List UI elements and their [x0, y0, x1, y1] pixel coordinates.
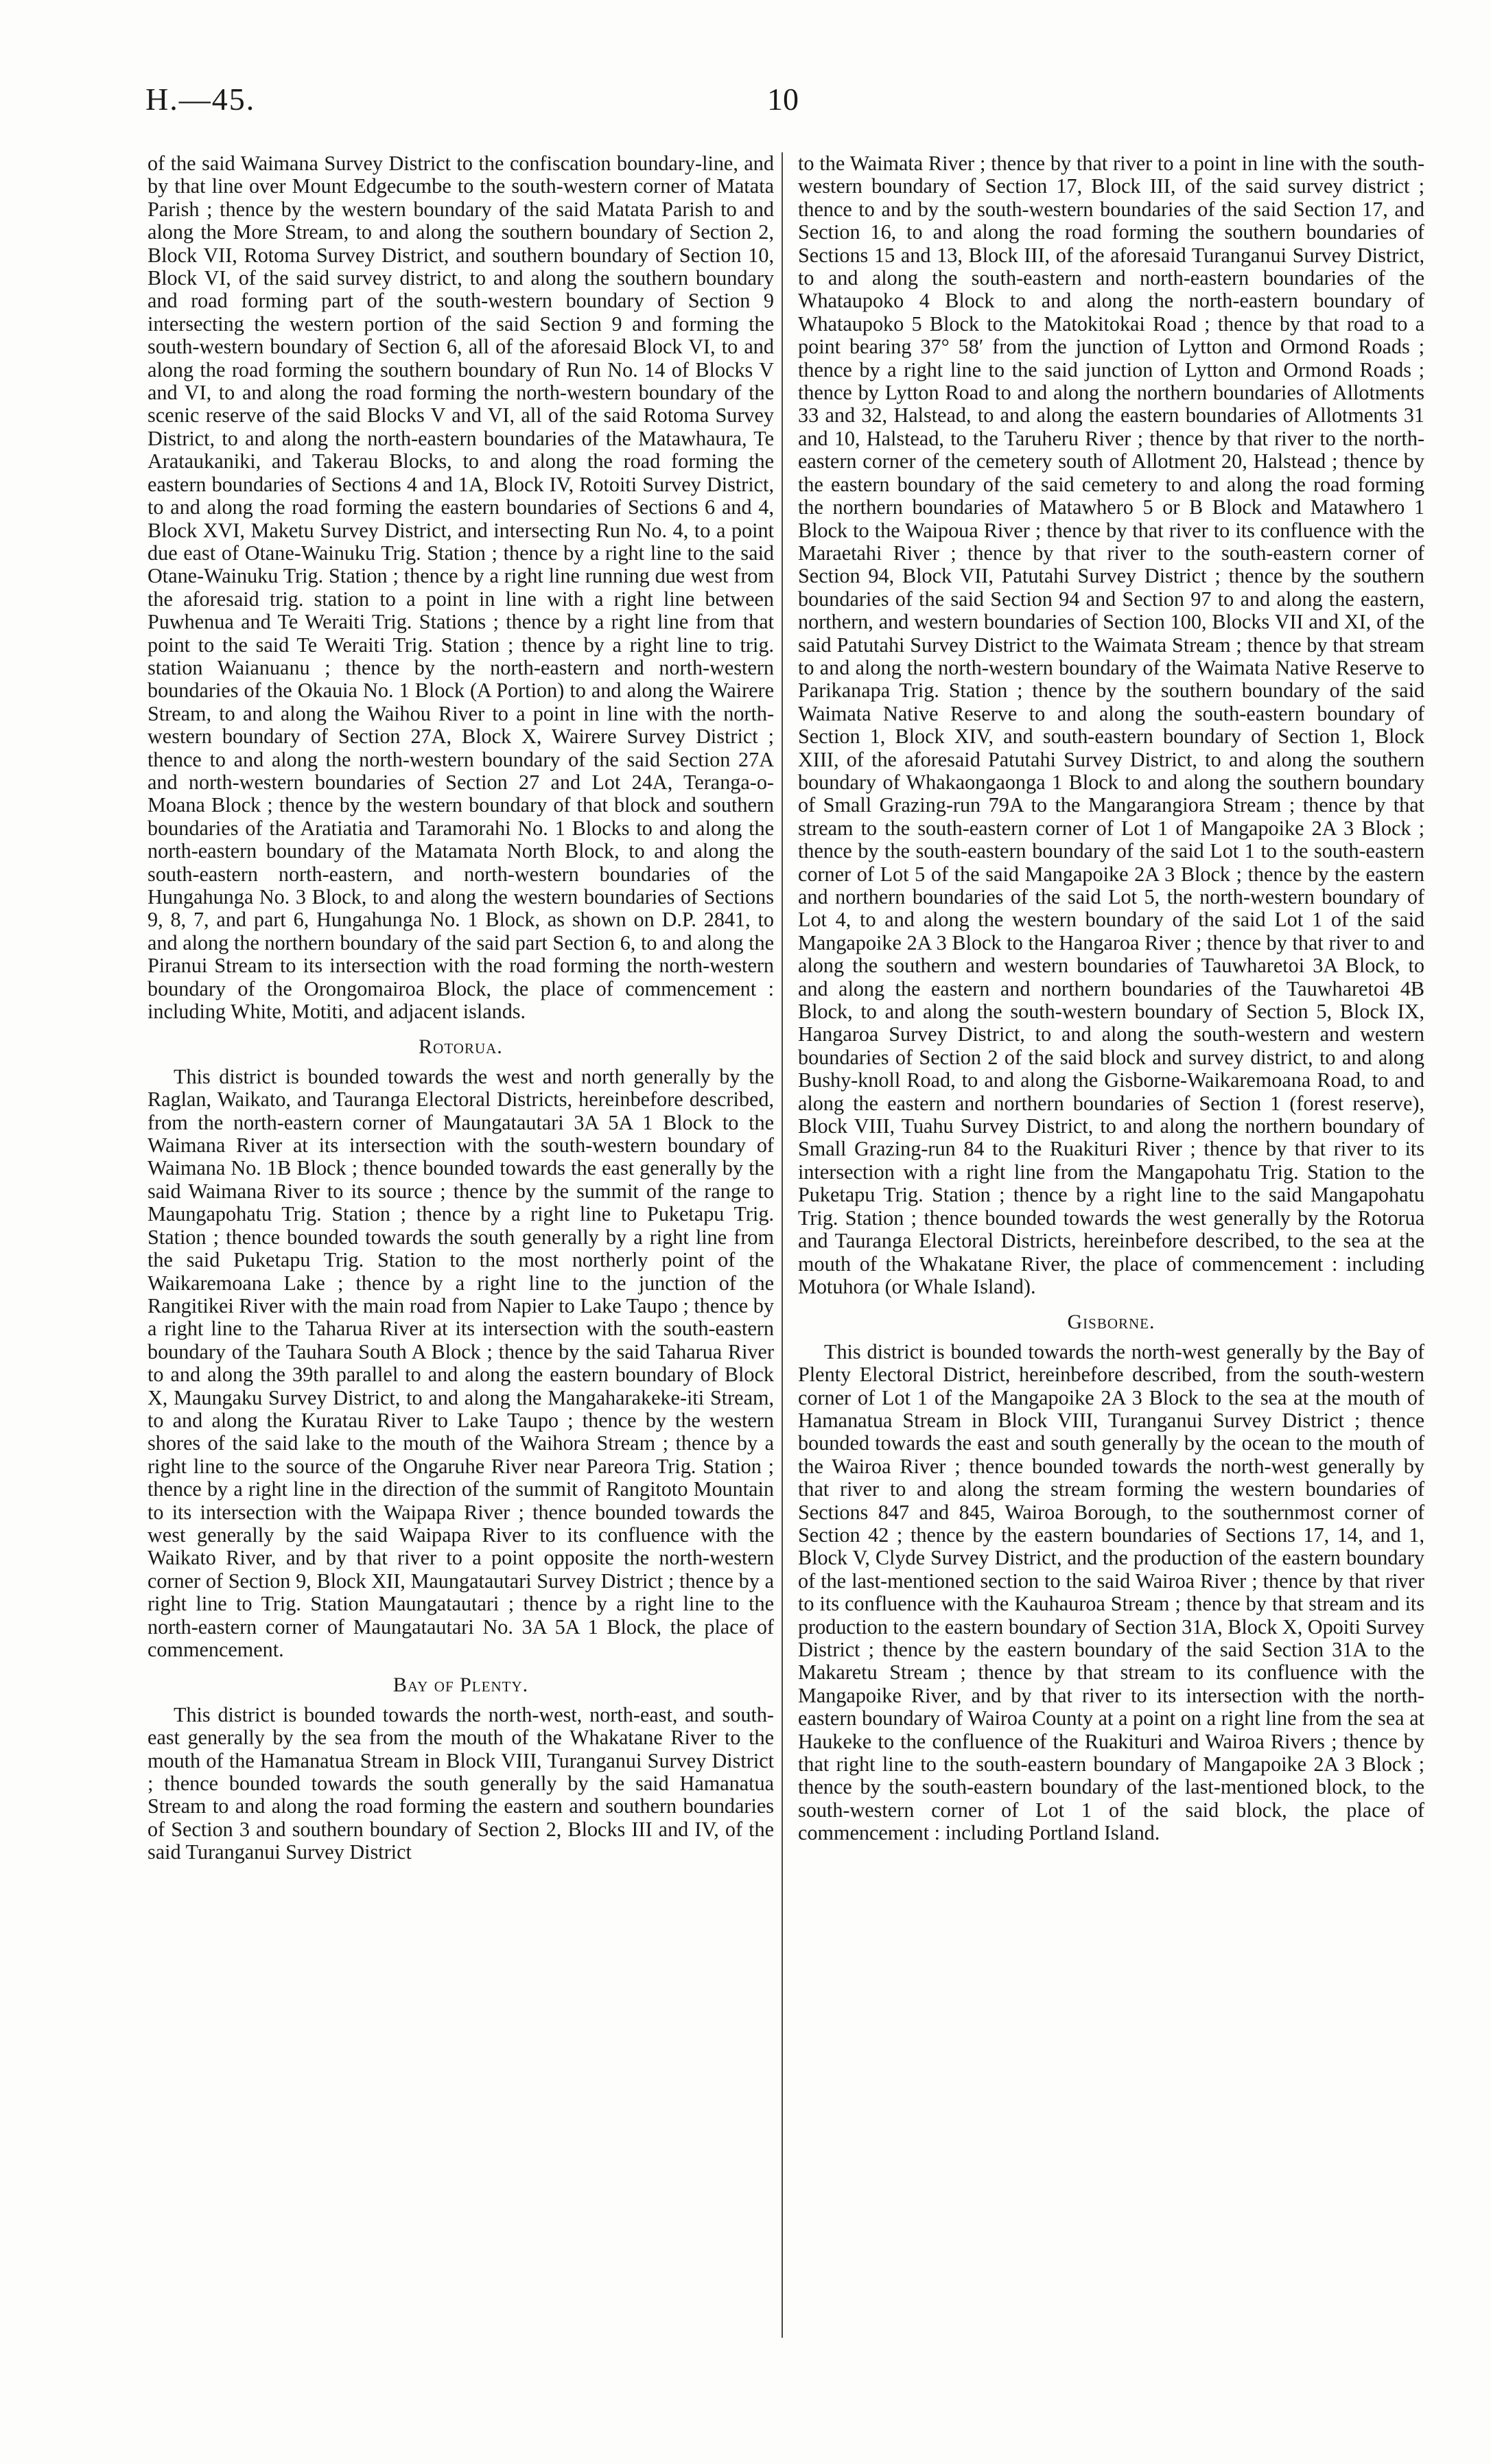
right-column	[798, 152, 1424, 1845]
report-id: H.—45.	[145, 82, 256, 117]
paragraph-bay-of-plenty-continued: to the Waimata River ; thence by that river to a point in line with the south-western boundary of Section 17, Block III, of the said survey district ; thence to and by the south-western boundaries of the said Section 17, and Section 16, to and along the road forming the southern boundaries of Sections 15 and 13, Block III, of the aforesaid Turanganui Survey District, to and along the south-eastern and north-eastern boundaries of the Whataupoko 4 Block to and along the north-eastern boundary of Whataupoko 5 Block to the Matokitokai Road ; thence by that road to a point bearing 37° 58′ from the junction of Lytton and Ormond Roads ; thence by a right line to the said junction of Lytton and Ormond Roads ; thence by Lytton Road to and along the northern boundaries of Allotments 33 and 32, Halstead, to and along the eastern boundaries of Allotments 31 and 10, Halstead, to the Taruheru River ; thence by that river to the north-eastern corner of the cemetery south of Allotment 20, Halstead ; thence by the eastern boundary of the said cemetery to and along the road forming the northern boundaries of Matawhero 5 or B Block and Matawhero 1 Block to the Waipoua River ; thence by that river to its confluence with the Maraetahi River ; thence by that river to the south-eastern corner of Section 94, Block VII, Patutahi Survey District ; thence by the southern boundaries of the said Section 94 and Section 97 to and along the eastern, northern, and western boundaries of Section 100, Blocks VII and XI, of the said Patutahi Survey District to the Waimata Stream ; thence by that stream to and along the north-western boundary of the Waimata Native Reserve to Parikanapa Trig. Station ; thence by the southern boundary of the said Waimata Native Reserve to and along the south-eastern boundary of Section 1, Block XIV, and south-eastern boundary of Section 1, Block XIII, of the aforesaid Patutahi Survey District, to and along the southern boundary of Whakaongaonga 1 Block to and along the southern boundary of Small Grazing-run 79A to the Mangarangiora Stream ; thence by that stream to the south-eastern corner of Lot 1 of Mangapoike 2A 3 Block ; thence by the south-eastern boundary of the said Lot 1 to the south-eastern corner of Lot 5 of the said Mangapoike 2A 3 Block ; thence by the eastern and northern boundaries of the said Lot 5, the north-western boundary of Lot 4, to and along the western boundary of the said Lot 1 of the said Mangapoike 2A 3 Block to the Hangaroa River ; thence by that river to and along the southern and western boundaries of Tauwharetoi 3A Block, to and along the eastern and northern boundaries of the Tauwharetoi 4B Block, to and along the south-western boundary of Section 5, Block IX, Hangaroa Survey District, to and along the south-western and western boundaries of Section 2 of the said block and survey district, to and along Bushy-knoll Road, to and along the Gisborne-Waikaremoana Road, to and along the eastern and northern boundaries of Section 1 (forest reserve), Block VIII, Tuahu Survey District, to and along the northern boundary of Small Grazing-run 84 to the Ruakituri River ; thence by that river to its intersection with a right line from the Mangapohatu Trig. Station to the Puketapu Trig. Station ; thence by a right line to the said Mangapohatu Trig. Station ; thence bounded towards the west generally by the Rotorua and Tauranga Electoral Districts, hereinbefore described, to the sea at the mouth of the Whakatane River, the place of commencement : including Motuhora (or Whale Island).	[798, 152, 1424, 1298]
paragraph-bay-of-plenty: This district is bounded towards the north-west, north-east, and south-east generally by the sea from the mouth of the Whakatane River to the mouth of the Hamanatua Stream in Block VIII, Turanganui Survey District ; thence bounded towards the south generally by the said Hamanatua Stream to and along the road forming the eastern and southern boundaries of Section 3 and southern boundary of Section 2, Blocks III and IV, of the said Turanganui Survey District	[148, 1702, 774, 1864]
paragraph-gisborne: This district is bounded towards the north-west generally by the Bay of Plenty Electoral District, hereinbefore described, from the south-western corner of Lot 1 of the Mangapoike 2A 3 Block to the sea at the mouth of Hamanatua Stream in Block VIII, Turanganui Survey District ; thence bounded towards the east and south generally by the ocean to the mouth of the Wairoa River ; thence bounded towards the north-west generally by that river to and along the stream forming the western boundaries of Sections 847 and 845, Wairoa Borough, to the southernmost corner of Section 42 ; thence by the eastern boundaries of Sections 17, 14, and 1, Block V, Clyde Survey District, and the production of the eastern boundary of the last-mentioned section to the said Wairoa River ; thence by that river to its confluence with the Kauhauroa Stream ; thence by that stream and its production to the eastern boundary of Section 31A, Block X, Opoiti Survey District ; thence by the eastern boundary of the said Section 31A to the Makaretu Stream ; thence by that stream to its confluence with the Mangapoike River, and by that river to its intersection with the north-eastern boundary of Wairoa County at a point on a right line from the sea at Haukeke to the confluence of the Ruakituri and Wairoa Rivers ; thence by that right line to the south-eastern boundary of Mangapoike 2A 3 Block ; thence by the south-eastern boundary of the last-mentioned block, to the south-western corner of Lot 1 of the said block, the place of commencement : including Portland Island.	[798, 1339, 1425, 1845]
section-heading-bay-of-plenty: Bay of Plenty.	[392, 1674, 529, 1697]
left-column	[148, 152, 774, 1864]
section-heading-rotorua: Rotorua.	[419, 1035, 503, 1059]
paragraph-rotorua: This district is bounded towards the west and north generally by the Raglan, Waikato, and Tauranga Electoral Districts, hereinbefore described, from the north-eastern corner of Maungatautari 3A 5A 1 Block to the Waimana River at its intersection with the south-western boundary of Waimana No. 1B Block ; thence bounded towards the east generally by the said Waimana River to its source ; thence by the summit of the range to Maungapohatu Trig. Station ; thence by a right line to Puketapu Trig. Station ; thence bounded towards the south generally by a right line from the said Puketapu Trig. Station to the most northerly point of the Waikaremoana Lake ; thence by a right line to the junction of the Rangitikei River with the main road from Napier to Lake Taupo ; thence by a right line to the Taharua River at its intersection with the south-eastern boundary of the Tauhara South A Block ; thence by the said Taharua River to and along the 39th parallel to and along the eastern boundary of Block X, Maungaku Survey District, to and along the Mangaharakeke-iti Stream, to and along the Kuratau River to Lake Taupo ; thence by the western shores of the said lake to the mouth of the Waihora Stream ; thence by a right line to the source of the Ongaruhe River near Pareora Trig. Station ; thence by a right line in the direction of the summit of Rangitoto Mountain to its intersection with the Waipapa River ; thence bounded towards the west generally by the said Waipapa River to its confluence with the Waikato River, and by that river to a point opposite the north-western corner of Section 9, Block XII, Maungatautari Survey District ; thence by a right line to Trig. Station Maungatautari ; thence by a right line to the north-eastern corner of Maungatautari No. 3A 5A 1 Block, the place of commencement.	[148, 1064, 774, 1661]
column-divider	[782, 152, 783, 2338]
page-number: 10	[767, 82, 799, 117]
paragraph-continuation: of the said Waimana Survey District to the confiscation boundary-line, and by that line over Mount Edgecumbe to the south-western corner of Matata Parish ; thence by the western boundary of the said Matata Parish to and along the More Stream, to and along the southern boundary of Section 2, Block VII, Rotoma Survey District, and southern boundary of Section 10, Block VI, of the said survey district, to and along the southern boundary and road forming part of the south-western boundary of Section 9 intersecting the western portion of the said Section 9 and forming the south-western boundary of Section 6, all of the aforesaid Block VI, to and along the road forming the southern boundary of Run No. 14 of Blocks V and VI, to and along the road forming the north-western boundary of the scenic reserve of the said Blocks V and VI, all of the said Rotoma Survey District, to and along the north-eastern boundaries of the Matawhaura, Te Arataukaniki, and Takerau Blocks, to and along the road forming the eastern boundaries of Sections 4 and 1A, Block IV, Rotoiti Survey District, to and along the road forming the eastern boundaries of Sections 6 and 4, Block XVI, Maketu Survey District, and intersecting Run No. 4, to a point due east of Otane-Wainuku Trig. Station ; thence by a right line to the said Otane-Wainuku Trig. Station ; thence by a right line running due west from the aforesaid trig. station to a point in line with a right line between Puwhenua and Te Weraiti Trig. Stations ; thence by a right line from that point to the said Te Weraiti Trig. Station ; thence by a right line to trig. station Waianuanu ; thence by the north-eastern and north-western boundaries of the Okauia No. 1 Block (A Portion) to and along the Wairere Stream, to and along the Waihou River to a point in line with the north-western boundary of Section 27A, Block X, Wairere Survey District ; thence to and along the north-western boundary of the said Section 27A and north-western boundaries of Section 27 and Lot 24A, Teranga-o-Moana Block ; thence by the western boundary of that block and southern boundaries of the Aratiatia and Taramorahi No. 1 Blocks to and along the north-eastern boundary of the Matamata North Block, to and along the south-eastern north-eastern, and north-western boundaries of the Hungahunga No. 3 Block, to and along the western boundaries of Sections 9, 8, 7, and part 6, Hungahunga No. 1 Block, as shown on D.P. 2841, to and along the northern boundary of the said part Section 6, to and along the Piranui Stream to its intersection with the road forming the north-western boundary of the Orongomairoa Block, the place of commencement : including White, Motiti, and adjacent islands.	[148, 152, 774, 1024]
section-heading-gisborne: Gisborne.	[1067, 1311, 1155, 1334]
